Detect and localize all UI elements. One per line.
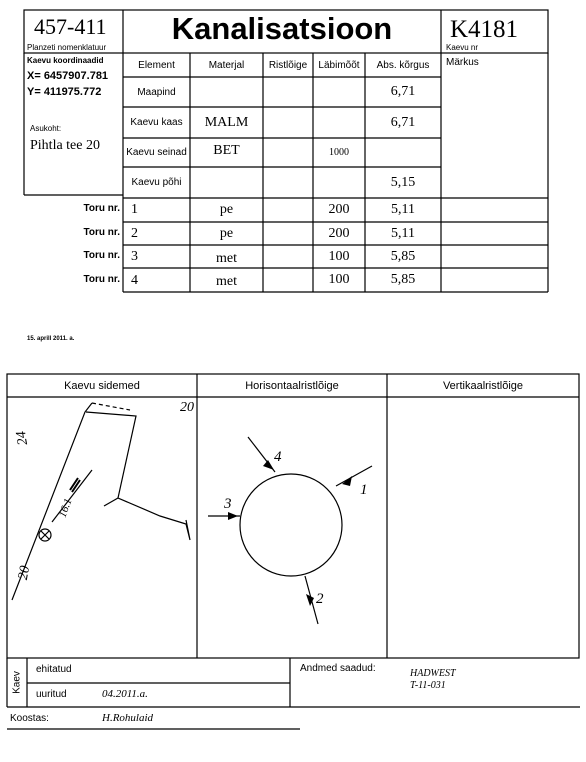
document-date: 15. aprill 2011. a. xyxy=(27,336,75,342)
pipe-diameter: 100 xyxy=(328,248,350,264)
well-label: Kaevu nr xyxy=(446,43,479,52)
pipe-material: pe xyxy=(219,202,234,217)
sketch-label: 20 xyxy=(15,564,34,582)
y-coordinate: Y= 411975.772 xyxy=(27,86,102,98)
well-number: K4181 xyxy=(450,16,519,43)
surveyed-label: uuritud xyxy=(36,689,67,700)
row-element: Kaevu põhi xyxy=(131,177,182,188)
sketch-label: 20 xyxy=(180,400,194,415)
pipe-label: Toru nr. xyxy=(83,227,120,238)
pipe-diameter: 200 xyxy=(328,225,350,241)
pipe-diameter: 100 xyxy=(328,272,350,287)
compiled-by: H.Rohulaid xyxy=(102,712,154,724)
sheet-label: Planzeti nomenklatuur xyxy=(27,43,107,52)
pipe-label-3: 3 xyxy=(224,496,232,512)
pipe-material: met xyxy=(216,250,237,266)
col-header-diameter: Läbimõõt xyxy=(318,59,360,71)
coords-label: Kaevu koordinaadid xyxy=(27,56,104,65)
pipe-label-1: 1 xyxy=(360,482,368,498)
pipe-number: 2 xyxy=(131,226,138,241)
kaev-label: Kaev xyxy=(11,671,23,694)
col-header-height: Abs. kõrgus xyxy=(376,59,430,71)
pipe-label: Toru nr. xyxy=(83,274,120,285)
row-material: BET xyxy=(213,142,240,158)
pipe-number: 4 xyxy=(131,273,138,288)
header-horizontal-section: Horisontaalristlõige xyxy=(245,379,339,392)
address: Pihtla tee 20 xyxy=(30,138,100,153)
col-header-material: Materjal xyxy=(208,59,245,71)
x-coordinate: X= 6457907.781 xyxy=(27,70,109,82)
address-label: Asukoht: xyxy=(30,124,62,133)
pipe-material: pe xyxy=(219,225,234,241)
pipe-label: Toru nr. xyxy=(83,250,120,261)
row-element: Kaevu seinad xyxy=(126,147,187,158)
built-label: ehitatud xyxy=(36,664,72,675)
row-element: Maapind xyxy=(137,86,176,98)
row-height: 5,15 xyxy=(390,174,416,190)
pipe-height: 5,85 xyxy=(390,272,416,287)
col-header-remarks: Märkus xyxy=(446,57,479,68)
pipe-height: 5,11 xyxy=(391,225,415,241)
col-header-cross-section: Ristlõige xyxy=(268,59,308,71)
pipe-number: 3 xyxy=(131,249,138,264)
pipe-number: 1 xyxy=(131,202,138,217)
col-header-element: Element xyxy=(138,59,175,71)
pipe-height: 5,11 xyxy=(391,202,415,217)
data-source-1: HADWEST xyxy=(410,668,456,679)
row-height: 6,71 xyxy=(390,84,416,99)
pipe-label: Toru nr. xyxy=(83,203,120,214)
row-element: Kaevu kaas xyxy=(130,117,183,128)
row-height: 6,71 xyxy=(390,114,416,130)
pipe-diameter: 200 xyxy=(328,202,350,217)
page-title: Kanalisatsioon xyxy=(171,11,393,46)
pipe-label-4: 4 xyxy=(274,449,282,465)
header-vertical-section: Vertikaalristlõige xyxy=(442,379,524,392)
sketch-dimension: 16.1 xyxy=(56,496,75,520)
row-material: MALM xyxy=(204,114,249,130)
well-circle xyxy=(240,474,342,576)
pipe-material: met xyxy=(216,273,237,289)
surveyed-date: 04.2011.a. xyxy=(102,688,148,700)
data-source-2: T-11-031 xyxy=(410,680,446,691)
row-diameter: 1000 xyxy=(329,147,349,158)
sheet-number: 457-411 xyxy=(34,14,107,39)
pipe-label-2: 2 xyxy=(316,591,324,607)
sketch-label: 24 xyxy=(13,429,32,447)
data-source-label: Andmed saadud: xyxy=(300,663,376,674)
header-well-connections: Kaevu sidemed xyxy=(64,379,140,392)
compiled-label: Koostas: xyxy=(10,713,49,724)
pipe-height: 5,85 xyxy=(390,248,416,264)
